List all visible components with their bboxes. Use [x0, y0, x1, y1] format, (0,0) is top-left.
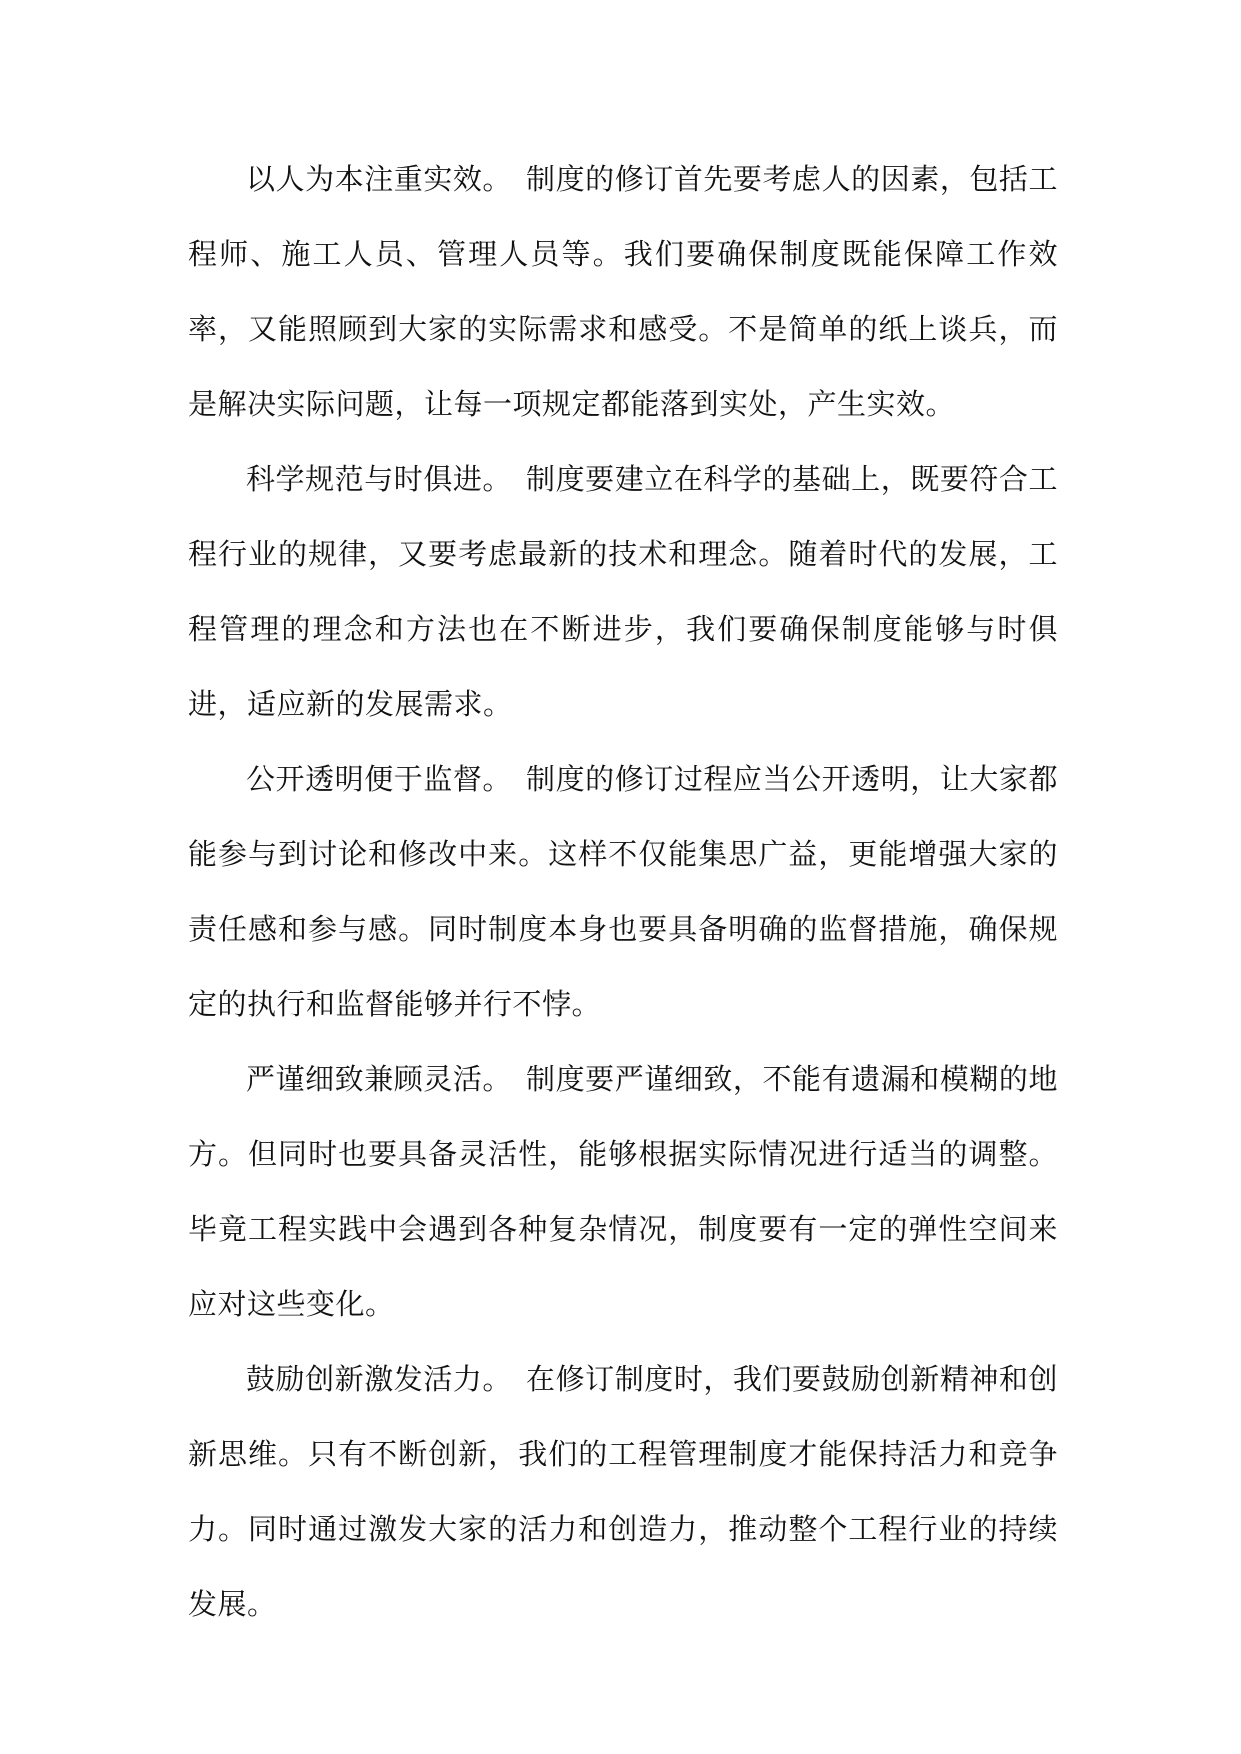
paragraph-lead: 严谨细致兼顾灵活。 [246, 1062, 512, 1096]
paragraph-text: 制度要严谨细致，不能有遗漏和模糊的地方。但同时也要具备灵活性，能够根据实际情况进行适当的调整。毕竟工程实践中会遇到各种复杂情况，制度要有一定的弹性空间来应对这些变化。 [188, 1062, 1058, 1321]
paragraph-lead: 鼓励创新激发活力。 [246, 1362, 512, 1396]
paragraph-lead: 以人为本注重实效。 [246, 162, 512, 196]
paragraph-text: 制度的修订首先要考虑人的因素，包括工程师、施工人员、管理人员等。我们要确保制度既能保障工作效率，又能照顾到大家的实际需求和感受。不是简单的纸上谈兵，而是解决实际问题，让每一项规定都能落到实处，产生实效。 [188, 162, 1058, 421]
paragraph-lead: 科学规范与时俱进。 [246, 462, 512, 496]
paragraph-innovation [188, 1342, 1058, 1642]
paragraph-scientific-standard [188, 442, 1058, 742]
paragraph-text: 制度要建立在科学的基础上，既要符合工程行业的规律，又要考虑最新的技术和理念。随着时代的发展，工程管理的理念和方法也在不断进步，我们要确保制度能够与时俱进，适应新的发展需求。 [188, 462, 1058, 721]
paragraph-text: 制度的修订过程应当公开透明，让大家都能参与到讨论和修改中来。这样不仅能集思广益，更能增强大家的责任感和参与感。同时制度本身也要具备明确的监督措施，确保规定的执行和监督能够并行不悖。 [188, 762, 1058, 1021]
paragraph-transparency [188, 742, 1058, 1042]
paragraph-lead: 公开透明便于监督。 [246, 762, 512, 796]
paragraph-text: 在修订制度时，我们要鼓励创新精神和创新思维。只有不断创新，我们的工程管理制度才能保持活力和竞争力。同时通过激发大家的活力和创造力，推动整个工程行业的持续发展。 [188, 1362, 1058, 1621]
paragraph-rigor-flexibility [188, 1042, 1058, 1342]
paragraph-people-oriented [188, 142, 1058, 442]
document-body [188, 142, 1058, 1642]
